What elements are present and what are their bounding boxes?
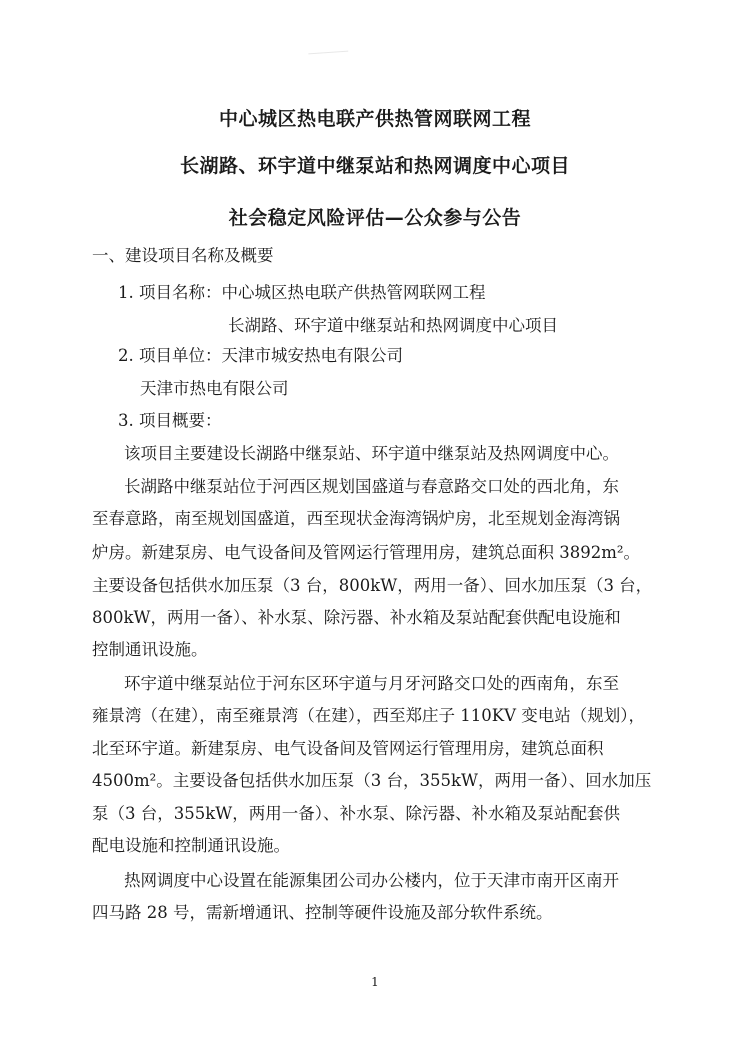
doc-title-line-2: 长湖路、环宇道中继泵站和热网调度中心项目 xyxy=(179,155,570,177)
paragraph-changhu-line: 控制通讯设施。 xyxy=(92,640,208,659)
paragraph-huanyu-line: 配电设施和控制通讯设施。 xyxy=(92,836,290,855)
paragraph-summary: 该项目主要建设长湖路中继泵站、环宇道中继泵站及热网调度中心。 xyxy=(124,444,619,463)
paragraph-huanyu-line: 环宇道中继泵站位于河东区环宇道与月牙河路交口处的西南角，东至 xyxy=(124,674,619,693)
paragraph-changhu-line: 至春意路，南至规划国盛道，西至现状金海湾锅炉房，北至规划金海湾锅 xyxy=(92,509,620,528)
paragraph-huanyu-line: 4500m²。主要设备包括供水加压泵（3 台，355kW，两用一备）、回水加压 xyxy=(92,771,652,790)
project-overview-label: 3. 项目概要： xyxy=(118,411,222,430)
page-number: 1 xyxy=(371,975,379,989)
project-name: 1. 项目名称：中心城区热电联产供热管网联网工程 xyxy=(118,283,486,302)
paragraph-changhu-line: 长湖路中继泵站位于河西区规划国盛道与春意路交口处的西北角，东 xyxy=(124,477,619,496)
doc-title-line-1: 中心城区热电联产供热管网联网工程 xyxy=(218,108,531,130)
paragraph-huanyu-line: 雍景湾（在建），南至雍景湾（在建），西至郑庄子 110KV 变电站（规划）， xyxy=(92,706,645,725)
paragraph-huanyu-line: 北至环宇道。新建泵房、电气设备间及管网运行管理用房，建筑总面积 xyxy=(92,739,604,758)
paragraph-changhu-line: 主要设备包括供水加压泵（3 台，800kW，两用一备）、回水加压泵（3 台， xyxy=(92,576,653,595)
paragraph-huanyu-line: 泵（3 台，355kW，两用一备）、补水泵、除污器、补水箱及泵站配套供 xyxy=(92,804,620,823)
doc-title-line-3: 社会稳定风险评估—公众参与公告 xyxy=(228,207,522,229)
paragraph-dispatch-line: 四马路 28 号，需新增通讯、控制等硬件设施及部分软件系统。 xyxy=(92,903,553,922)
project-name-cont: 长湖路、环宇道中继泵站和热网调度中心项目 xyxy=(228,316,558,335)
paragraph-changhu-line: 800kW，两用一备）、补水泵、除污器、补水箱及泵站配套供配电设施和 xyxy=(92,608,621,627)
paragraph-dispatch-line: 热网调度中心设置在能源集团公司办公楼内，位于天津市南开区南开 xyxy=(124,871,619,890)
scan-smudge xyxy=(308,43,349,55)
section-heading: 一、建设项目名称及概要 xyxy=(92,246,274,265)
project-unit-cont: 天津市热电有限公司 xyxy=(140,379,289,398)
paragraph-changhu-line: 炉房。新建泵房、电气设备间及管网运行管理用房，建筑总面积 3892m²。 xyxy=(92,543,640,562)
project-unit: 2. 项目单位：天津市城安热电有限公司 xyxy=(118,346,403,365)
